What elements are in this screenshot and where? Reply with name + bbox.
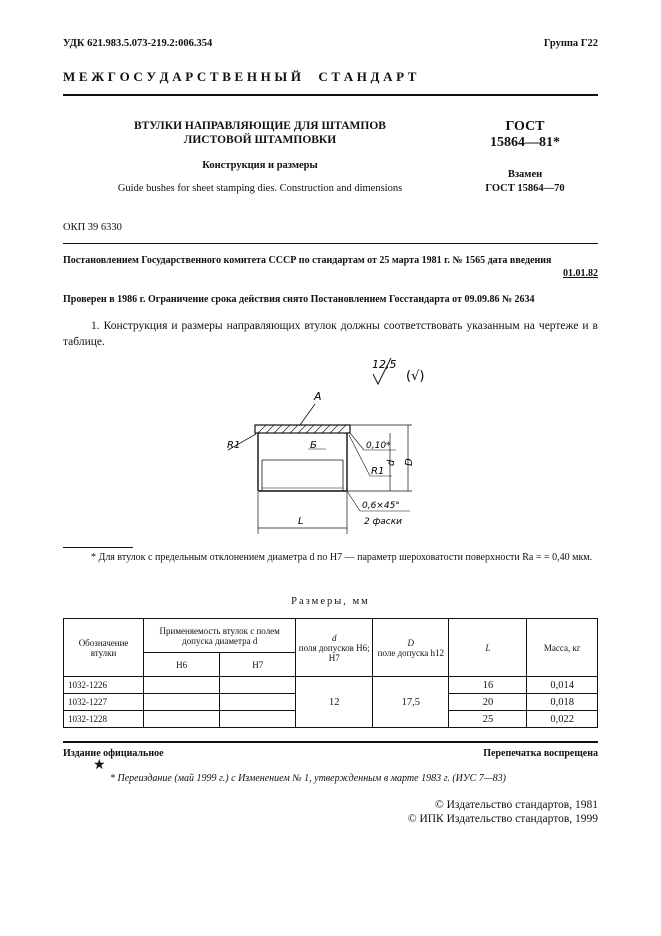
header-designation: Обозначение втулки — [64, 619, 144, 677]
english-title: Guide bushes for sheet stamping dies. Construction and dimensions — [117, 183, 403, 194]
bush-body — [255, 425, 350, 491]
rule-2 — [63, 243, 598, 244]
top-rule — [63, 94, 598, 96]
label-b: Б — [310, 440, 317, 451]
verification-text: Проверен в 1986 г. Ограничение срока действия снято Постановлением Госстандарта от 09.09.86 № 2634 — [63, 294, 535, 305]
header-h6: Н6 — [144, 653, 220, 677]
cell-h6 — [144, 677, 220, 694]
official-edition: Издание официальное — [63, 748, 164, 759]
footnote-rule — [63, 547, 133, 548]
chamfer-size: 0,6×45° — [362, 501, 400, 511]
header-d-sub: поля допусков Н6; Н7 — [298, 642, 370, 663]
table-caption: Размеры, мм — [291, 596, 370, 607]
collar — [255, 425, 350, 433]
copyright-1999: © ИПК Издательство стандартов, 1999 — [407, 813, 598, 825]
cell-designation: 1032-1228 — [64, 711, 144, 728]
cell-L: 25 — [449, 711, 527, 728]
cell-d-value: 12 — [296, 677, 373, 728]
hatching — [258, 425, 346, 433]
reissue-note: * Переиздание (май 1999 г.) с Изменением № 1, утвержденным в марте 1983 г. (ИУС 7—83) — [110, 773, 507, 784]
gost-number — [470, 119, 580, 151]
udk-code: УДК 621.983.5.073-219.2:006.354 — [63, 38, 213, 49]
reprint-prohibited: Перепечатка воспрещена — [483, 748, 598, 759]
label-D: D — [404, 458, 415, 466]
cell-h6 — [144, 711, 220, 728]
bottom-rule — [63, 741, 598, 743]
cell-L: 20 — [449, 694, 527, 711]
document-subtitle: Конструкция и размеры — [202, 160, 318, 171]
header-d-symbol: d — [331, 632, 337, 643]
header-h7: Н7 — [220, 653, 296, 677]
footnote: * Для втулок с предельным отклонением диаметра d по Н7 — параметр шероховатости поверхности Ra = = 0,40 мкм. — [91, 552, 593, 563]
paragraph-1: 1. Конструкция и размеры направляющих втулок должны соответствовать указанным на чертеже и в таблице. — [63, 320, 598, 348]
header-D-symbol: D — [407, 637, 415, 648]
cell-mass: 0,014 — [527, 677, 598, 694]
header-D-sub: поле допуска h12 — [377, 647, 444, 658]
introduction-date: 01.01.82 — [563, 268, 598, 279]
label-d: d — [386, 459, 397, 466]
gost-label: ГОСТ — [505, 119, 545, 134]
header-D — [373, 619, 449, 677]
dimensions-table — [63, 618, 598, 728]
star-icon: ★ — [93, 758, 106, 773]
roughness-check: (√) — [406, 369, 425, 384]
label-r1-right: R1 — [371, 466, 385, 477]
length-dimension — [258, 492, 347, 534]
cell-D-value: 17,5 — [373, 677, 449, 728]
replaces-code: ГОСТ 15864—70 — [485, 183, 565, 194]
header-L: L — [449, 619, 527, 677]
title-line-1: ВТУЛКИ НАПРАВЛЯЮЩИЕ ДЛЯ ШТАМПОВ — [134, 120, 386, 132]
cell-h7 — [220, 677, 296, 694]
cell-h7 — [220, 711, 296, 728]
copyright-1981: © Издательство стандартов, 1981 — [434, 799, 598, 811]
cell-designation: 1032-1227 — [64, 694, 144, 711]
gost-code: 15864—81* — [490, 135, 560, 150]
header-mass: Масса, кг — [527, 619, 598, 677]
cell-mass: 0,018 — [527, 694, 598, 711]
header-applicability: Применяемость втулок с полем допуска диаметра d — [144, 619, 296, 653]
chamfer-count: 2 фаски — [364, 517, 403, 527]
replaces-label: Взамен — [507, 169, 543, 180]
tolerance-value: 0,10* — [366, 441, 391, 451]
bush-drawing — [200, 352, 450, 542]
cell-L: 16 — [449, 677, 527, 694]
resolution-text: Постановлением Государственного комитета СССР по стандартам от 25 марта 1981 г. № 1565 дата введения — [63, 255, 552, 266]
interstate-standard-banner: М Е Ж Г О С У Д А Р С Т В Е Н Н Ы Й С Т А Н Д А Р Т — [63, 69, 417, 84]
group-code: Группа Г22 — [543, 38, 598, 49]
replaces-block — [470, 168, 580, 196]
label-a: А — [314, 390, 322, 403]
label-r1-left: R1 — [227, 440, 241, 451]
cell-designation: 1032-1226 — [64, 677, 144, 694]
cell-h7 — [220, 694, 296, 711]
label-L: L — [298, 516, 304, 527]
title-line-2: ЛИСТОВОЙ ШТАМПОВКИ — [183, 134, 337, 146]
header-d — [296, 619, 373, 677]
roughness-value: 12,5 — [372, 358, 397, 371]
table-row — [64, 677, 598, 694]
cell-h6 — [144, 694, 220, 711]
diameter-dimensions — [347, 425, 412, 491]
document-title — [110, 119, 410, 147]
cell-mass: 0,022 — [527, 711, 598, 728]
leader-a — [300, 404, 315, 425]
okp-code: ОКП 39 6330 — [63, 222, 122, 233]
